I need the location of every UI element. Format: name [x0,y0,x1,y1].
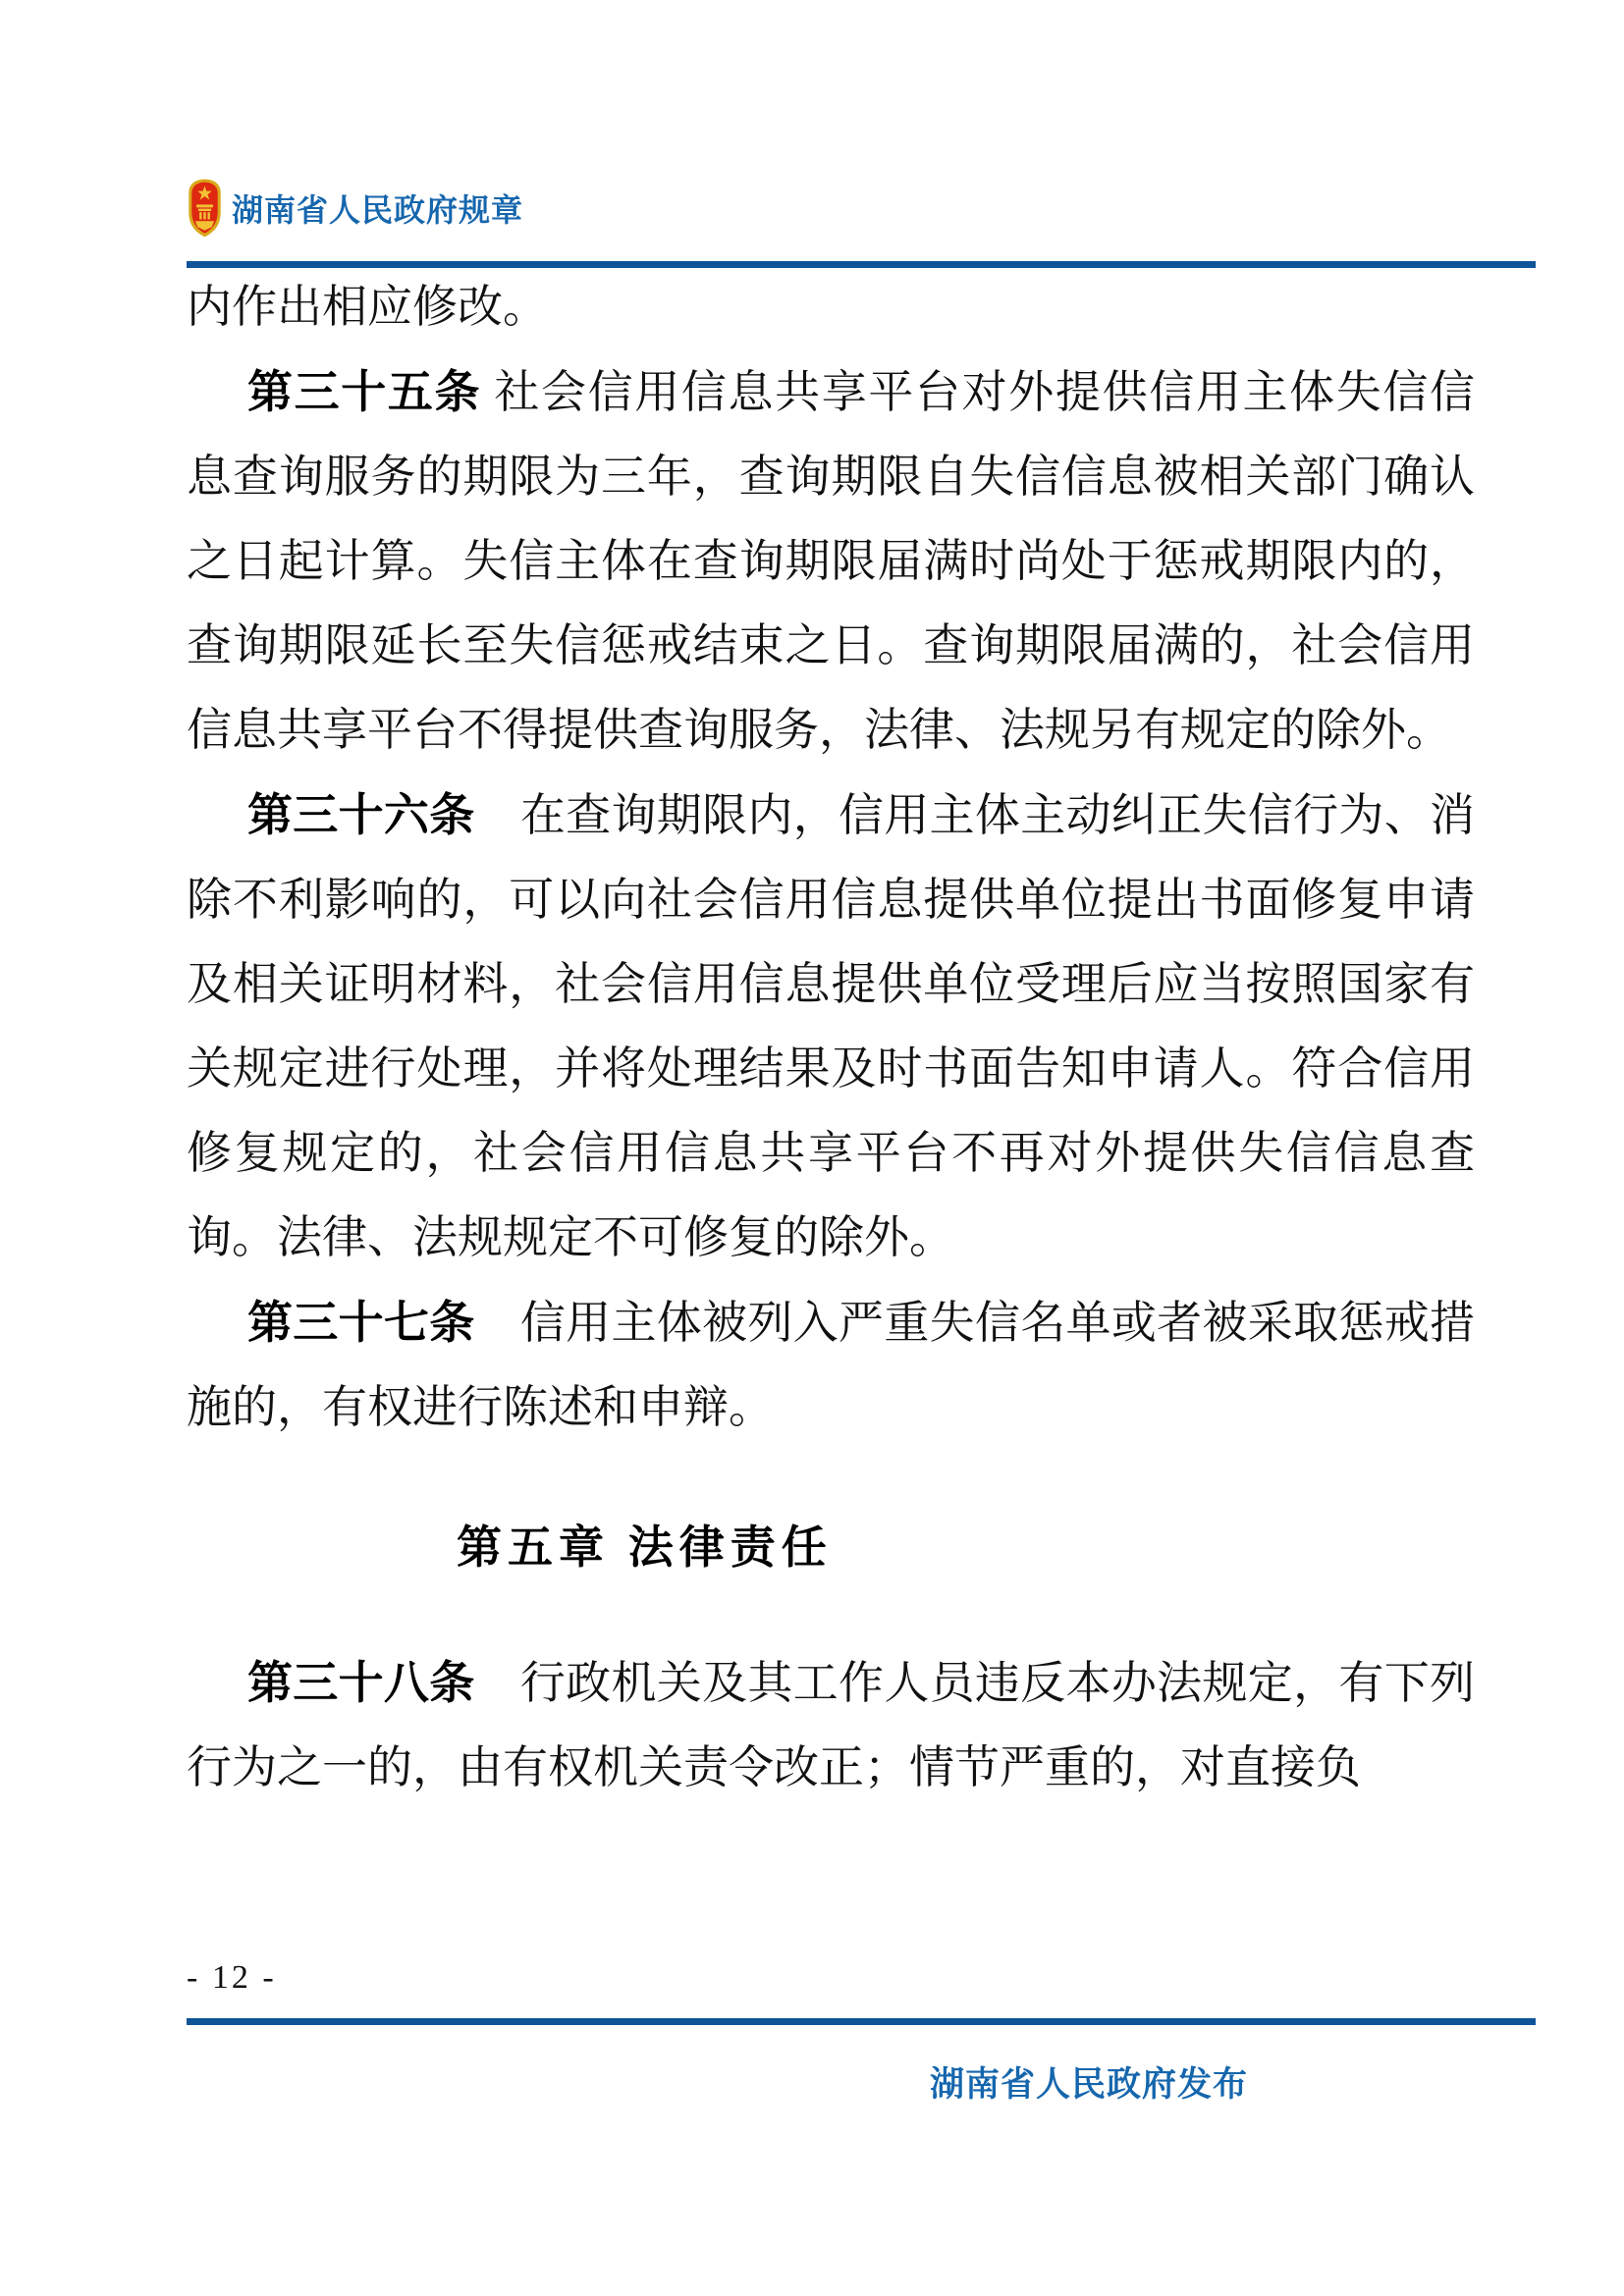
paragraph-article-38 [187,1640,1475,1810]
document-body [187,265,1475,1810]
article-35-term: 第三十五条 [247,366,482,417]
paragraph-article-35 [187,349,1475,773]
paragraph-article-37 [187,1280,1475,1450]
paragraph-continuation [187,265,1475,349]
national-emblem-icon [187,179,223,238]
article-37-term: 第三十七条 [247,1297,475,1348]
paragraph-text: 行政机关及其工作人员违反本办法规定，有下列行为之一的，由有权机关责令改正；情节严重的，对直接负 [187,1658,1476,1792]
paragraph-text: 在查询期限内，信用主体主动纠正失信行为、消除不利影响的，可以向社会信用信息提供单位提出书面修复申请及相关证明材料，社会信用信息提供单位受理后应当按照国家有关规定进行处理，并将处理结果及时书面告知申请人。符合信用修复规定的，社会信用信息共享平台不再对外提供失信信息查询。法律、法规规定不可修复的除外。 [187,790,1476,1262]
paragraph-text: 内作出相应修改。 [187,282,548,332]
page-header [187,179,1536,238]
publisher-label: 湖南省人民政府发布 [930,2065,1249,2104]
paragraph-text: 社会信用信息共享平台对外提供信用主体失信信息查询服务的期限为三年，查询期限自失信信息被相关部门确认之日起计算。失信主体在查询期限届满时尚处于惩戒期限内的，查询期限延长至失信惩戒结束之日。查询期限届满的，社会信用信息共享平台不得提供查询服务，法律、法规另有规定的除外。 [187,367,1476,755]
paragraph-article-36 [187,773,1475,1280]
header-title: 湖南省人民政府规章 [232,192,524,228]
article-36-term: 第三十六条 [247,789,475,840]
page-number: - 12 - [187,1959,277,1996]
paragraph-text: 信用主体被列入严重失信名单或者被采取惩戒措施的，有权进行陈述和申辩。 [187,1298,1476,1432]
article-38-term: 第三十八条 [247,1657,475,1708]
footer-divider [187,2018,1536,2025]
chapter-heading: 第五章 法律责任 [457,1522,833,1573]
